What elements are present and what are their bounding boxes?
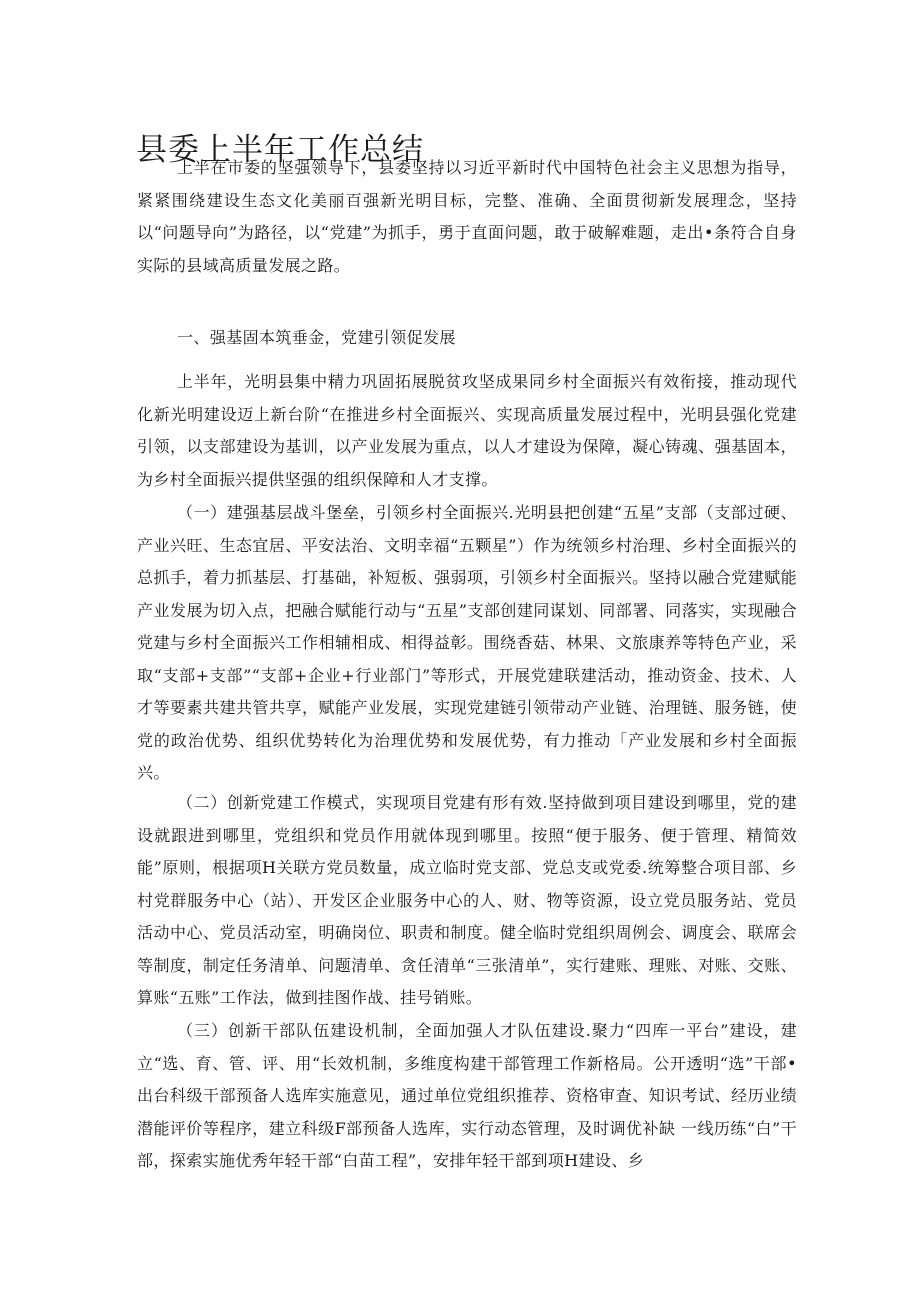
intro-paragraph: 上半在市委的坚强领导下，县委坚持以习近平新时代中国特色社会主义思想为指导，紧紧围绕建设生态文化美丽百强新光明目标，完整、准确、全面贯彻新发展理念，坚持以“问题导向”为路径，以“党建”为抓手，勇于直面问题，敢于破解难题，走出•条符合自身实际的县域高质量发展之路。: [137, 158, 797, 275]
item-two-paragraph: （二）创新党建工作模式，实现项目党建有形有效.坚持做到项目建设到哪里，党的建设就跟进到哪里，党组织和党员作用就体现到哪里。按照“便于服务、便于管理、精简效能”原则，根据项H关联方党员数量，成立临时党支部、党总支或党委.统筹整合项目部、乡村党群服务中心（站）、开发区企业服务中心的人、财、物等资源，设立党员服务站、党员活动中心、党员活动室，明确岗位、职责和制度。健全临时党组织周例会、调度会、联席会等制度，制定任务清单、问题清单、贪任清单“三张清单”，实行建账、理账、对账、交账、算账“五账”工作法，做到挂图作战、挂号销账。: [137, 793, 797, 1007]
item-three-paragraph: （三）创新干部队伍建设机制，全面加强人才队伍建设.聚力“四库一平台”建设，建立“选、育、管、评、用“长效机制，多维度构建干部管理工作新格局。公开透明“选”干部•出台科级干部预备人选库实施意见，通过单位党组织推荐、资格审查、知识考试、经历业绩潜能评价等程序，建立科级F部预备人选库，实行动态管理，及时调优补缺 一线历练“白”干部，探索实施优秀年轻干部“白苗工程”，安排年轻干部到项H建设、乡: [137, 1021, 797, 1170]
section-heading: 一、强基固本筑垂金，党建引领促发展: [177, 328, 456, 347]
document-title: 县委上半年工作总结: [136, 132, 424, 168]
item-one-paragraph: （一）建强基层战斗堡垒，引领乡村全面振兴.光明县把创建“五星”支部（支部过硬、产业兴旺、生态宜居、平安法治、文明幸福“五颗星”）作为统领乡村治理、乡村全面振兴的总抓手，着力抓基层、打基础，补短板、强弱项，引领乡村全面振兴。坚持以融合党建赋能产业发展为切入点，把融合赋能行动与“五星”支部创建同谋划、同部署、同落实，实现融合党建与乡村全面振兴工作相辅相成、相得益彰。围绕香菇、林果、文旅康养等特色产业，采取“支部+支部”“支部+企业+行业部门”等形式，开展党建联建活动，推动资金、技术、人才等要素共建共管共享，赋能产业发展，实现党建链引领带动产业链、治理链、服务链，使党的政治优势、组织优势转化为治理优势和发展优势，有力推动「产业发展和乡村全面振兴。: [137, 503, 797, 782]
section-intro-paragraph: 上半年，光明县集中精力巩固拓展脱贫攻坚成果同乡村全面振兴有效衔接，推动现代化新光明建设迈上新台阶“在推进乡村全面振兴、实现高质量发展过程中，光明县强化党建引领，以支部建设为基训，以产业发展为重点，以人才建设为保障，凝心铸魂、强基固本，为乡村全面振兴提供坚强的组织保障和人才支撑。: [137, 372, 797, 489]
